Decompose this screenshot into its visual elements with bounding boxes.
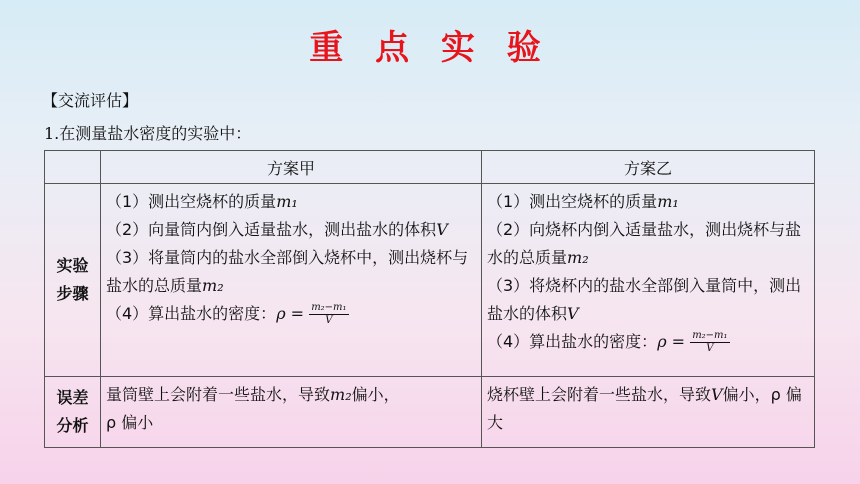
- plan-b-step3-var: V: [567, 304, 579, 323]
- plan-b-step3-text: （3）将烧杯内的盐水全部倒入量筒中，测出盐水的体积: [487, 276, 802, 323]
- plan-a-step3-var: m₂: [202, 276, 224, 295]
- plan-a-step4-text: （4）算出盐水的密度：: [106, 304, 277, 323]
- plan-a-step4: [106, 300, 476, 328]
- plan-a-error-text2: 偏小，: [351, 385, 400, 405]
- plan-b-density-eq: ρ =: [657, 332, 686, 351]
- plan-b-density-fraction: [690, 330, 729, 355]
- plan-b-step2: [487, 216, 809, 272]
- plan-b-fraction-denominator: V: [706, 343, 714, 354]
- section-label: 【交流评估】: [42, 91, 139, 110]
- header-empty-cell: [45, 151, 101, 184]
- plan-b-step3: [487, 272, 809, 328]
- table-header-row: [45, 151, 815, 184]
- table-row-error: [45, 377, 815, 448]
- experiment-table: [44, 150, 815, 448]
- plan-b-error-text2: 偏小，ρ 偏大: [487, 385, 802, 433]
- plan-b-error-var: V: [711, 385, 723, 405]
- plan-a-step1: [106, 188, 476, 216]
- plan-a-error-var: m₂: [330, 385, 352, 405]
- plan-b-error-text1: 烧杯壁上会附着一些盐水，导致: [487, 385, 712, 405]
- plan-b-step2-var: m₂: [567, 248, 589, 267]
- plan-a-step1-var: m₁: [276, 192, 298, 211]
- plan-b-step4-text: （4）算出盐水的密度：: [487, 332, 658, 351]
- plan-b-step1-var: m₁: [657, 192, 679, 211]
- plan-a-error-text1: 量筒壁上会附着一些盐水，导致: [106, 385, 331, 405]
- plan-a-step2: [106, 216, 476, 244]
- plan-a-step2-var: V: [436, 220, 448, 239]
- plan-a-density-fraction: [309, 302, 348, 327]
- plan-a-fraction-numerator: m₂−m₁: [311, 302, 347, 313]
- plan-a-density-eq: ρ =: [276, 304, 305, 323]
- plan-a-step1-text: （1）测出空烧杯的质量: [106, 192, 277, 211]
- row-label-error-line2: 分析: [56, 416, 89, 436]
- plan-a-step3-text: （3）将量筒内的盐水全部倒入烧杯中，测出烧杯与盐水的总质量: [106, 248, 469, 295]
- table-row-steps: [45, 184, 815, 377]
- row-label-error-line1: 误差: [56, 388, 89, 408]
- plan-b-error-line: [487, 381, 809, 437]
- plan-b-step1-text: （1）测出空烧杯的质量: [487, 192, 658, 211]
- plan-a-error: [101, 377, 482, 448]
- header-plan-a: 方案甲: [101, 151, 482, 184]
- plan-b-step1: [487, 188, 809, 216]
- row-label-steps-line1: 实验: [56, 256, 89, 276]
- row-label-steps: [45, 184, 101, 377]
- header-plan-b: 方案乙: [482, 151, 815, 184]
- plan-a-fraction-denominator: V: [325, 315, 333, 326]
- plan-b-steps: [482, 184, 815, 377]
- plan-b-step2-text: （2）向烧杯内倒入适量盐水，测出烧杯与盐水的总质量: [487, 220, 802, 267]
- plan-a-error-line1: [106, 381, 476, 409]
- plan-a-step2-text: （2）向量筒内倒入适量盐水，测出盐水的体积: [106, 220, 437, 239]
- question-text: 1.在测量盐水密度的实验中：: [44, 124, 252, 143]
- page-title: 重 点 实 验: [309, 28, 551, 68]
- plan-b-step4: [487, 328, 809, 356]
- plan-b-fraction-numerator: m₂−m₁: [692, 330, 728, 341]
- plan-a-step3: [106, 244, 476, 300]
- plan-b-error: [482, 377, 815, 448]
- plan-a-error-line2: ρ 偏小: [106, 413, 154, 433]
- plan-a-steps: [101, 184, 482, 377]
- row-label-error: [45, 377, 101, 448]
- row-label-steps-line2: 步骤: [56, 284, 89, 304]
